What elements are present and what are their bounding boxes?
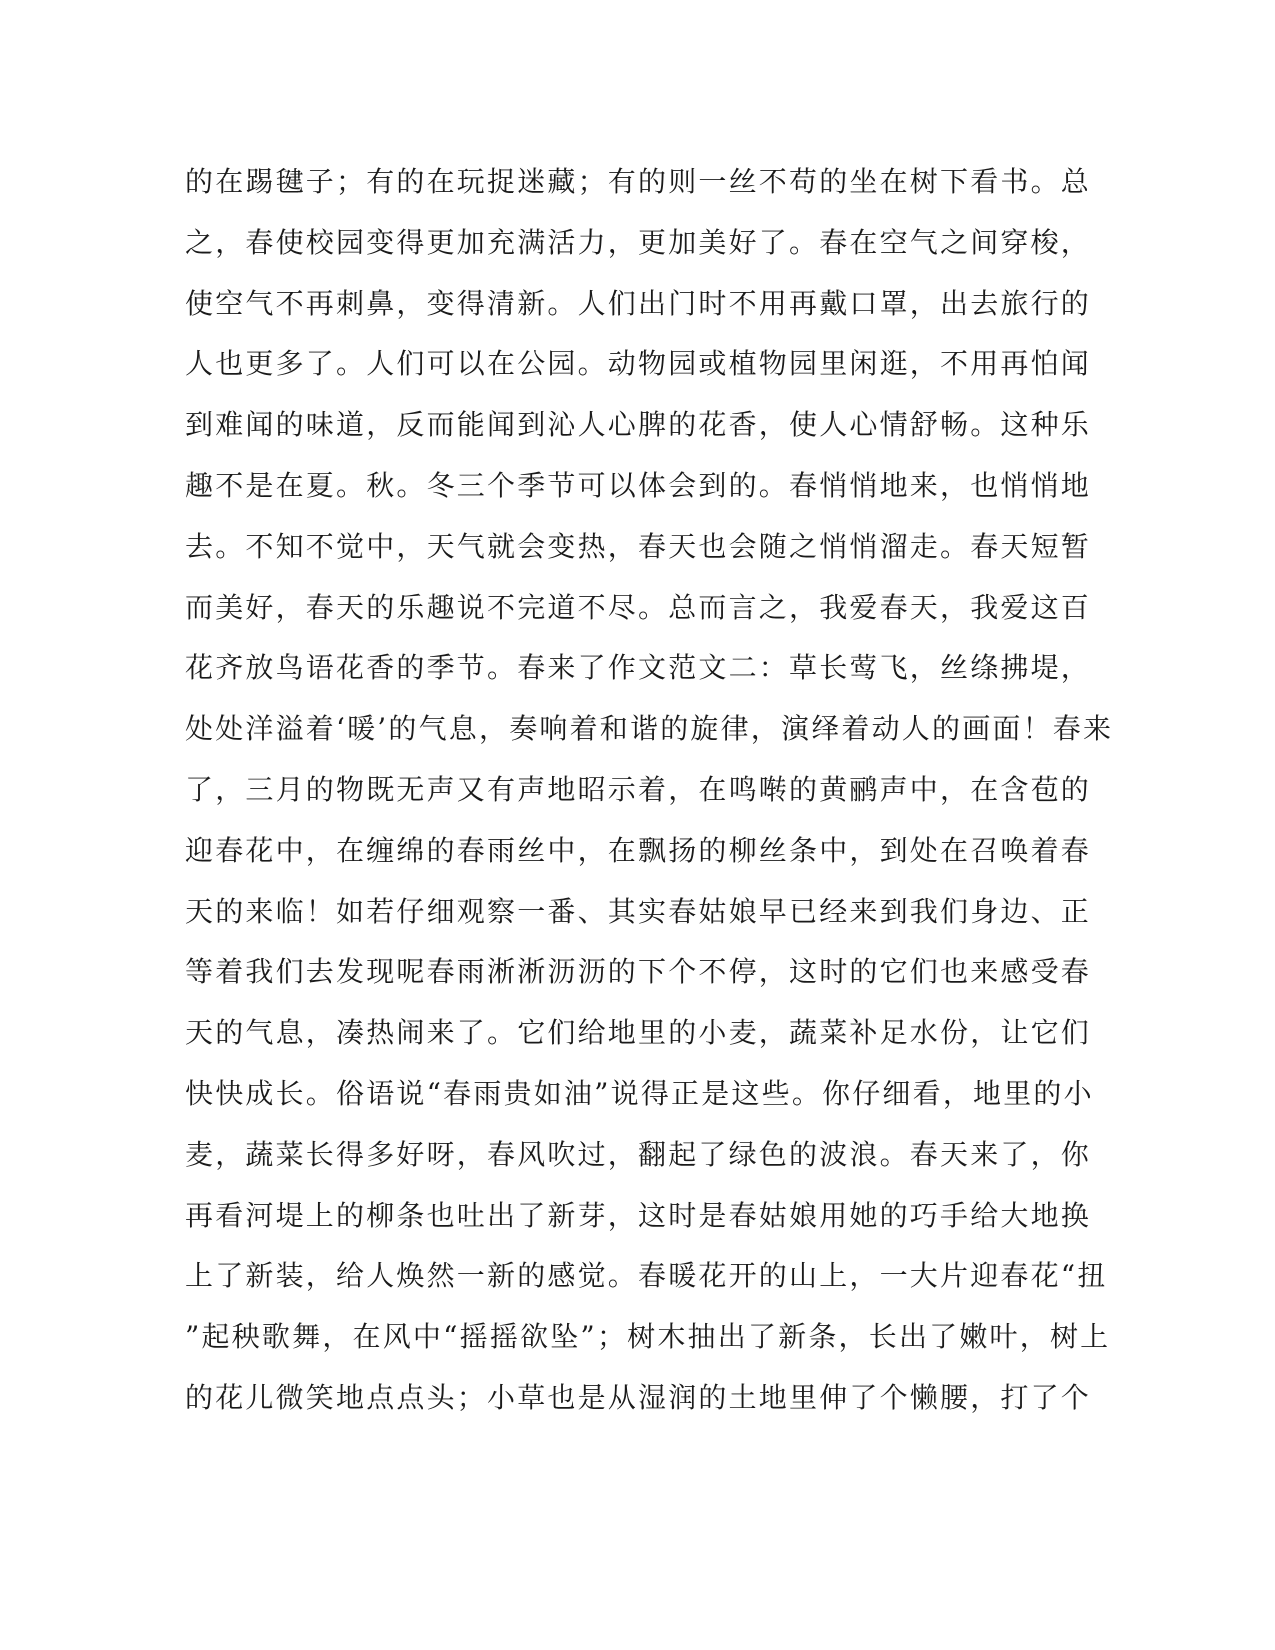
text-line: 人也更多了。人们可以在公园。动物园或植物园里闲逛，不用再怕闻 xyxy=(185,347,1092,381)
text-line: 趣不是在夏。秋。冬三个季节可以体会到的。春悄悄地来，也悄悄地 xyxy=(185,468,1092,502)
text-line: 之，春使校园变得更加充满活力，更加美好了。春在空气之间穿梭， xyxy=(185,225,1092,259)
text-line: 去。不知不觉中，天气就会变热，春天也会随之悄悄溜走。春天短暂 xyxy=(185,529,1092,563)
text-line: 的在踢毽子；有的在玩捉迷藏；有的则一丝不苟的坐在树下看书。总 xyxy=(185,165,1092,198)
text-line: ”起秧歌舞，在风中“摇摇欲坠”；树木抽出了新条，长出了嫩叶，树上 xyxy=(185,1320,1111,1354)
body-text xyxy=(185,162,1114,1439)
text-line: 上了新装，给人焕然一新的感觉。春暖花开的山上，一大片迎春花“扭 xyxy=(185,1259,1108,1293)
text-line: 等着我们去发现呢春雨淅淅沥沥的下个不停，这时的它们也来感受春 xyxy=(185,955,1092,989)
text-line: 快快成长。俗语说“春雨贵如油”说得正是这些。你仔细看，地里的小 xyxy=(185,1076,1094,1110)
text-line: 使空气不再刺鼻，变得清新。人们出门时不用再戴口罩，出去旅行的 xyxy=(185,286,1092,320)
text-line: 再看河堤上的柳条也吐出了新芽，这时是春姑娘用她的巧手给大地换 xyxy=(185,1198,1092,1232)
text-line: 花齐放鸟语花香的季节。春来了作文范文二：草长莺飞，丝绦拂堤， xyxy=(185,651,1092,685)
text-line: 天的来临！如若仔细观察一番、其实春姑娘早已经来到我们身边、正 xyxy=(185,894,1092,928)
text-line: 到难闻的味道，反而能闻到沁人心脾的花香，使人心情舒畅。这种乐 xyxy=(185,408,1092,442)
text-line: 的花儿微笑地点点头；小草也是从湿润的土地里伸了个懒腰，打了个 xyxy=(185,1380,1092,1414)
text-line: 天的气息，凑热闹来了。它们给地里的小麦，蔬菜补足水份，让它们 xyxy=(185,1016,1092,1050)
text-line: 而美好，春天的乐趣说不完道不尽。总而言之，我爱春天，我爱这百 xyxy=(185,590,1092,624)
text-line: 麦，蔬菜长得多好呀，春风吹过，翻起了绿色的波浪。春天来了，你 xyxy=(185,1137,1092,1171)
text-line: 迎春花中，在缠绵的春雨丝中，在飘扬的柳丝条中，到处在召唤着春 xyxy=(185,833,1092,867)
text-line: 了，三月的物既无声又有声地昭示着，在鸣啭的黄鹂声中，在含苞的 xyxy=(185,772,1092,806)
text-line: 处处洋溢着‘暖’的气息，奏响着和谐的旋律，演绎着动人的画面！春来 xyxy=(185,712,1114,746)
